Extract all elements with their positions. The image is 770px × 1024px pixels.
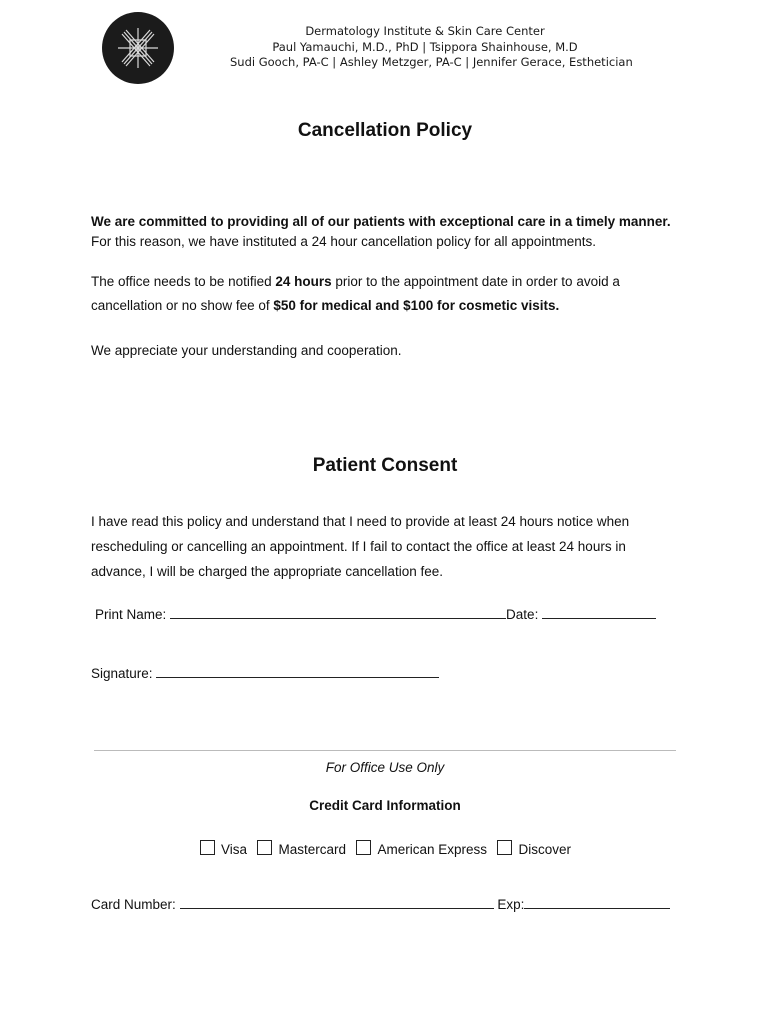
print-name-label: Print Name:: [95, 607, 167, 622]
exp-field[interactable]: [524, 894, 670, 909]
date-field[interactable]: [542, 604, 656, 619]
signature-label: Signature:: [91, 666, 153, 681]
credit-card-title: Credit Card Information: [309, 798, 461, 813]
clinic-name: Dermatology Institute & Skin Care Center: [305, 24, 545, 38]
policy-paragraph-1: [91, 212, 691, 252]
fee-amounts: $50 for medical and $100 for cosmetic visits.: [273, 298, 560, 313]
card-option-discover[interactable]: Discover: [497, 842, 571, 857]
mastercard-checkbox[interactable]: [257, 840, 272, 855]
card-option-visa[interactable]: Visa: [200, 842, 247, 857]
office-use-heading: For Office Use Only: [325, 760, 445, 775]
policy-paragraph-3: We appreciate your understanding and cooperation.: [91, 343, 402, 358]
visa-checkbox[interactable]: [200, 840, 215, 855]
signature-field[interactable]: [156, 663, 439, 678]
policy-intro: For this reason, we have instituted a 24 hour cancellation policy for all appointments.: [91, 234, 597, 249]
card-number-field[interactable]: [180, 894, 494, 909]
card-type-options: [200, 840, 577, 859]
card-number-label: Card Number:: [91, 897, 176, 912]
divider: [94, 750, 676, 751]
date-label: Date:: [506, 607, 539, 622]
amex-checkbox[interactable]: [356, 840, 371, 855]
policy-paragraph-2: The office needs to be notified 24 hours prior to the appointment date in order to avoid a cancellation or no show fee of $50 for medical and $100 for cosmetic visits.: [91, 274, 620, 313]
policy-commitment: We are committed to providing all of our patients with exceptional care in a timely manner.: [91, 214, 671, 229]
cancellation-policy-title: Cancellation Policy: [297, 120, 473, 141]
card-option-amex[interactable]: American Express: [356, 842, 487, 857]
print-name-row: [95, 604, 656, 622]
physicians-line: Paul Yamauchi, M.D., PhD | Tsippora Shainhouse, M.D: [272, 40, 578, 54]
card-option-mastercard[interactable]: Mastercard: [257, 842, 346, 857]
clinic-logo: [102, 12, 174, 84]
notice-hours: 24 hours: [275, 274, 332, 289]
print-name-field[interactable]: [170, 604, 506, 619]
signature-row: [91, 663, 439, 681]
discover-checkbox[interactable]: [497, 840, 512, 855]
patient-consent-title: Patient Consent: [312, 455, 458, 476]
card-number-row: [91, 894, 670, 912]
consent-paragraph: I have read this policy and understand that I need to provide at least 24 hours notice when rescheduling or cancelling an appointment. If I fail to contact the office at least 24 hours in advance, I will be charged the appropriate cancellation fee.: [91, 514, 630, 579]
staff-line: Sudi Gooch, PA-C | Ashley Metzger, PA-C | Jennifer Gerace, Esthetician: [230, 55, 633, 69]
exp-label: Exp:: [497, 897, 525, 912]
